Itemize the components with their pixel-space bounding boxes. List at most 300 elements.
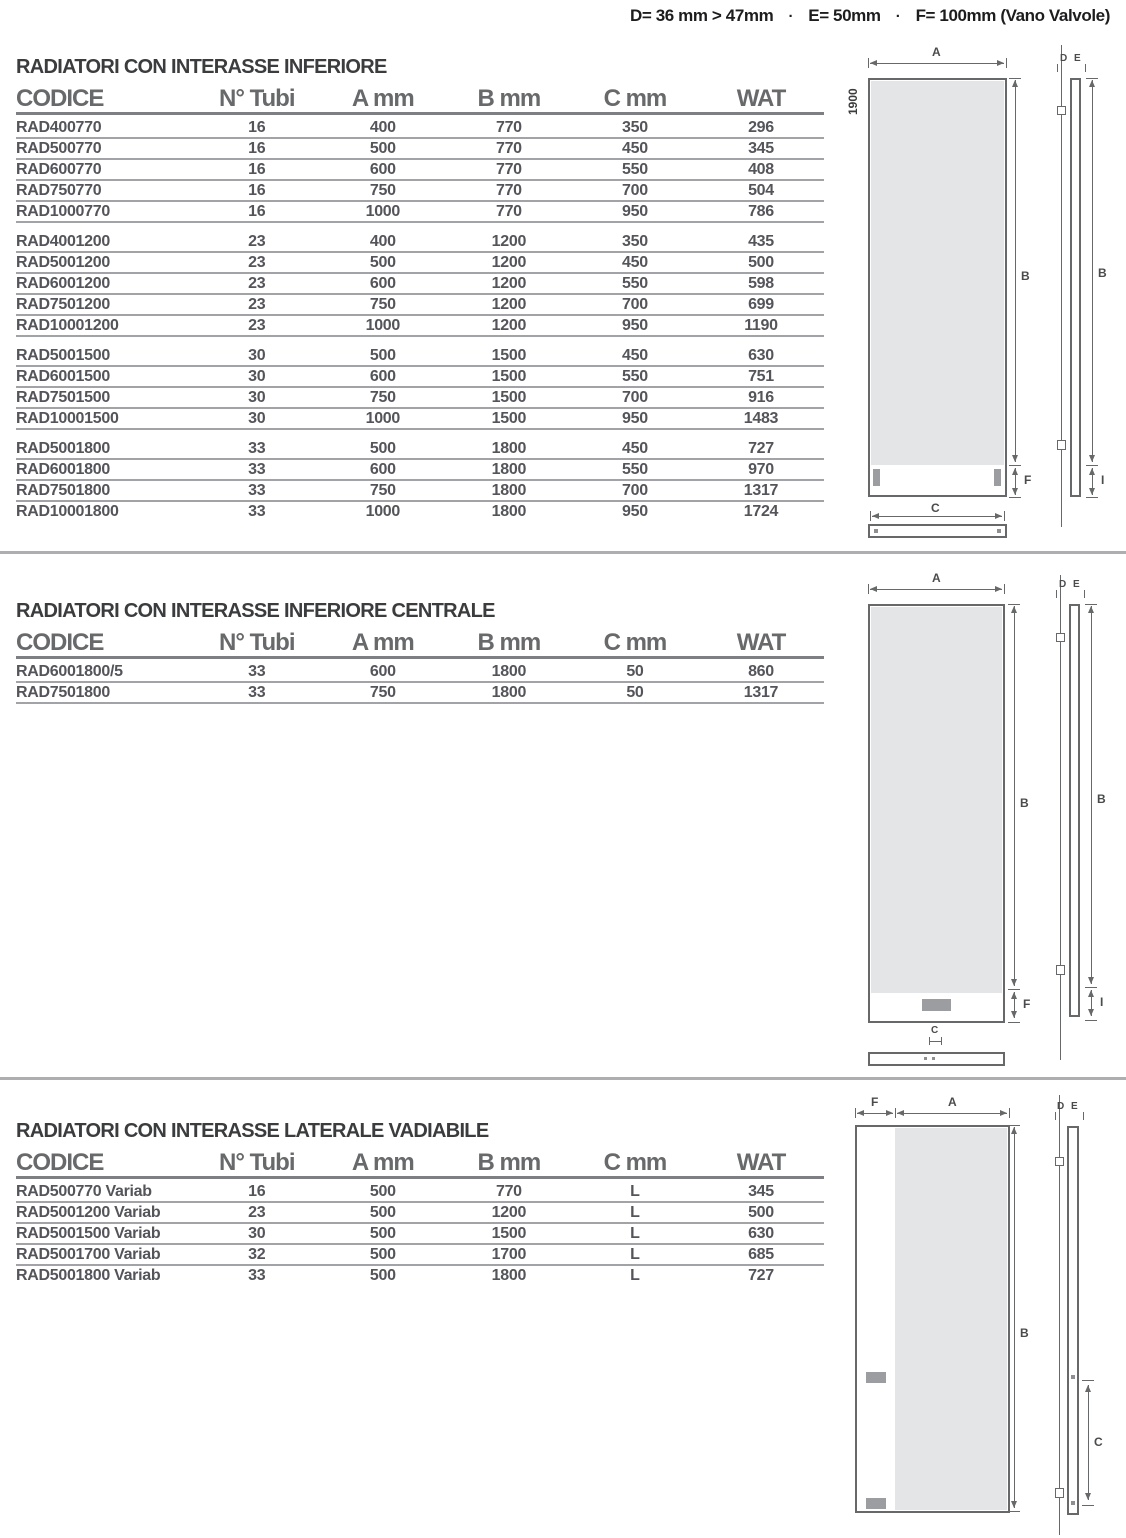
code-cell: RAD400770 <box>16 119 102 136</box>
value-cell: 600 <box>369 461 396 478</box>
value-cell: 1000 <box>365 503 401 520</box>
value-cell: 770 <box>495 203 522 220</box>
dim-arrow-b <box>1014 606 1015 986</box>
dim-tick <box>855 1108 856 1118</box>
dim-tick <box>868 584 869 594</box>
value-cell: 408 <box>748 161 774 178</box>
table-row <box>16 662 824 683</box>
column-header: C mm <box>603 85 667 112</box>
value-cell: 1190 <box>744 317 778 334</box>
value-cell: 500 <box>369 1225 396 1242</box>
value-cell: 770 <box>495 161 522 178</box>
value-cell: 23 <box>248 254 266 271</box>
spec-e: E= 50mm <box>808 6 881 25</box>
table-row <box>16 481 824 502</box>
radiator-side-outline <box>1070 78 1081 497</box>
dim-label-f: F <box>871 1095 879 1109</box>
value-cell: 16 <box>248 140 266 157</box>
dim-tick <box>1006 58 1007 68</box>
code-cell: RAD6001500 <box>16 368 110 385</box>
dim-tick <box>1009 1108 1010 1118</box>
value-cell: 33 <box>248 503 266 520</box>
connection-dot-right <box>932 1057 935 1060</box>
value-cell: 727 <box>748 440 774 457</box>
value-cell: 700 <box>622 389 648 406</box>
section-title: RADIATORI CON INTERASSE INFERIORE CENTRALE <box>16 600 495 622</box>
value-cell: 500 <box>369 140 396 157</box>
value-cell: 700 <box>622 182 648 199</box>
value-cell: 400 <box>369 233 396 250</box>
wall-line <box>1060 575 1061 1060</box>
dim-tick <box>1085 1020 1097 1021</box>
column-header: B mm <box>477 85 541 112</box>
dim-label-b: B <box>1020 1326 1029 1340</box>
value-cell: 1500 <box>491 410 527 427</box>
value-cell: 500 <box>369 347 396 364</box>
table-interasse-inferiore <box>16 56 824 521</box>
dim-arrow-a <box>870 63 1004 64</box>
dim-label-i: I <box>1101 473 1105 487</box>
dim-label-d: D <box>1059 579 1067 590</box>
table-row <box>16 253 824 274</box>
value-cell: 1800 <box>491 440 527 457</box>
radiator-diagram-inferiore-centrale <box>850 571 1126 1075</box>
dim-label-a: A <box>932 571 941 585</box>
dim-label-1900: 1900 <box>846 88 860 115</box>
value-cell: 751 <box>748 368 774 385</box>
table-row <box>16 683 824 704</box>
value-cell: L <box>630 1267 640 1284</box>
spec-header <box>630 6 1110 26</box>
dim-label-b: B <box>1021 269 1030 283</box>
value-cell: 598 <box>748 275 774 292</box>
table-row <box>16 118 824 139</box>
value-cell: 500 <box>748 1204 774 1221</box>
dim-label-a: A <box>948 1095 957 1109</box>
value-cell: 550 <box>622 461 648 478</box>
value-cell: 1000 <box>365 203 401 220</box>
dim-arrow-c <box>872 516 1002 517</box>
value-cell: 504 <box>748 182 774 199</box>
value-cell: L <box>630 1183 640 1200</box>
value-cell: 1500 <box>491 1225 527 1242</box>
table-row <box>16 202 824 223</box>
code-cell: RAD6001800 <box>16 461 110 478</box>
value-cell: 1800 <box>491 503 527 520</box>
value-cell: 32 <box>248 1246 266 1263</box>
code-cell: RAD5001200 Variab <box>16 1204 161 1221</box>
value-cell: 727 <box>748 1267 774 1284</box>
dim-tick <box>1009 497 1021 498</box>
table-row <box>16 316 824 337</box>
value-cell: 1500 <box>491 347 527 364</box>
dim-tick <box>1084 590 1085 598</box>
table-group <box>16 439 824 521</box>
dim-arrow-f <box>857 1113 893 1114</box>
table-row <box>16 1182 824 1203</box>
wall-line <box>1061 45 1062 527</box>
value-cell: 860 <box>748 663 774 680</box>
wall-bracket-bottom <box>1057 440 1066 450</box>
value-cell: 450 <box>622 347 648 364</box>
table-row <box>16 460 824 481</box>
radiator-side-outline <box>1069 604 1080 1017</box>
valve-tab-central <box>922 999 951 1011</box>
valve-tab-lower <box>866 1498 886 1509</box>
dim-tick <box>1085 64 1086 72</box>
column-header: WAT <box>736 629 786 656</box>
value-cell: 1483 <box>743 410 779 427</box>
spec-separator: · <box>788 8 794 25</box>
value-cell: 50 <box>626 663 644 680</box>
code-cell: RAD4001200 <box>16 233 110 250</box>
dim-tick <box>1009 78 1021 79</box>
dim-tick <box>1008 1125 1020 1126</box>
dim-tick <box>870 511 871 521</box>
code-cell: RAD5001800 <box>16 440 110 457</box>
table-header-row <box>16 79 824 115</box>
value-cell: 500 <box>369 440 396 457</box>
value-cell: 1200 <box>491 233 527 250</box>
dim-label-d: D <box>1060 53 1068 64</box>
code-cell: RAD7501200 <box>16 296 110 313</box>
column-header: N° Tubi <box>219 85 295 112</box>
value-cell: 950 <box>622 410 648 427</box>
dim-arrow-a <box>897 1113 1007 1114</box>
dim-tick <box>1082 1380 1094 1381</box>
value-cell: 550 <box>622 368 648 385</box>
dim-tick <box>941 1037 942 1045</box>
table-row <box>16 232 824 253</box>
code-cell: RAD1000770 <box>16 203 110 220</box>
wall-bracket-top <box>1056 633 1065 642</box>
connection-dot-left <box>874 529 878 533</box>
table-row <box>16 439 824 460</box>
dim-label-e: E <box>1074 53 1081 64</box>
value-cell: 345 <box>748 140 774 157</box>
spec-f: F= 100mm (Vano Valvole) <box>915 6 1110 25</box>
value-cell: 435 <box>748 233 774 250</box>
table-group <box>16 346 824 430</box>
value-cell: 1200 <box>491 1204 527 1221</box>
value-cell: 16 <box>248 203 266 220</box>
dim-label-c: C <box>931 501 940 515</box>
value-cell: 750 <box>369 482 396 499</box>
value-cell: 450 <box>622 140 648 157</box>
section-title: RADIATORI CON INTERASSE LATERALE VADIABILE <box>16 1120 489 1142</box>
value-cell: 1800 <box>491 461 527 478</box>
code-cell: RAD5001700 Variab <box>16 1246 161 1263</box>
radiator-panel <box>895 1128 1007 1510</box>
table-row <box>16 160 824 181</box>
code-cell: RAD5001800 Variab <box>16 1267 161 1284</box>
wall-bracket-bottom <box>1055 1488 1064 1498</box>
table-row <box>16 409 824 430</box>
dim-label-b: B <box>1097 792 1106 806</box>
value-cell: L <box>630 1246 640 1263</box>
value-cell: 630 <box>748 347 774 364</box>
code-cell: RAD5001500 <box>16 347 110 364</box>
column-header: CODICE <box>16 1149 104 1176</box>
value-cell: L <box>630 1204 640 1221</box>
dim-arrow-b <box>1015 80 1016 462</box>
dim-arrow-a <box>870 589 1002 590</box>
value-cell: 950 <box>622 503 648 520</box>
table-header-row <box>16 1143 824 1179</box>
value-cell: 1800 <box>491 684 527 701</box>
radiator-diagram-inferiore <box>830 45 1126 550</box>
column-header: N° Tubi <box>219 1149 295 1176</box>
spec-separator: · <box>895 8 901 25</box>
dim-tick <box>1086 497 1098 498</box>
value-cell: 970 <box>748 461 774 478</box>
value-cell: 450 <box>622 440 648 457</box>
value-cell: 550 <box>622 161 648 178</box>
dim-tick <box>1009 465 1021 466</box>
value-cell: 50 <box>626 684 644 701</box>
value-cell: 350 <box>622 119 648 136</box>
value-cell: 550 <box>622 275 648 292</box>
value-cell: 600 <box>369 275 396 292</box>
value-cell: 770 <box>495 182 522 199</box>
value-cell: 500 <box>369 1204 396 1221</box>
column-header: A mm <box>351 1149 414 1176</box>
value-cell: 770 <box>495 1183 522 1200</box>
column-header: B mm <box>477 1149 541 1176</box>
dim-label-f: F <box>1024 473 1032 487</box>
column-header: C mm <box>603 629 667 656</box>
code-cell: RAD7501800 <box>16 482 110 499</box>
wall-bracket-top <box>1057 106 1066 115</box>
value-cell: 33 <box>248 1267 266 1284</box>
value-cell: 30 <box>248 1225 266 1242</box>
table-row <box>16 295 824 316</box>
column-header: A mm <box>351 85 414 112</box>
code-cell: RAD10001800 <box>16 503 119 520</box>
valve-tab-right <box>994 469 1001 486</box>
value-cell: 700 <box>622 296 648 313</box>
table-group <box>16 662 824 704</box>
dim-tick <box>1086 465 1098 466</box>
wall-bracket-top <box>1055 1157 1064 1166</box>
value-cell: 500 <box>369 1246 396 1263</box>
value-cell: 30 <box>248 389 266 406</box>
radiator-side-outline <box>1067 1126 1079 1515</box>
table-row <box>16 1224 824 1245</box>
dim-tick <box>1008 604 1020 605</box>
value-cell: 500 <box>369 254 396 271</box>
value-cell: 950 <box>622 317 648 334</box>
value-cell: 1200 <box>491 254 527 271</box>
dim-label-a: A <box>932 45 941 59</box>
value-cell: 685 <box>748 1246 774 1263</box>
value-cell: 450 <box>622 254 648 271</box>
code-cell: RAD6001800/5 <box>16 663 123 680</box>
value-cell: 400 <box>369 119 396 136</box>
dim-arrow-b-side <box>1091 606 1092 984</box>
dim-label-d: D <box>1057 1101 1065 1112</box>
value-cell: 350 <box>622 233 648 250</box>
table-row <box>16 502 824 521</box>
dim-tick <box>1082 1505 1094 1506</box>
radiator-diagram-laterale-variabile <box>850 1095 1126 1538</box>
value-cell: L <box>630 1225 640 1242</box>
table-interasse-inferiore-centrale <box>16 600 824 704</box>
value-cell: 500 <box>369 1267 396 1284</box>
value-cell: 345 <box>748 1183 774 1200</box>
dim-arrow-b <box>1014 1127 1015 1508</box>
wall-bracket-bottom <box>1056 965 1065 975</box>
bottom-view-bar <box>868 1052 1005 1066</box>
table-row <box>16 1245 824 1266</box>
value-cell: 16 <box>248 119 266 136</box>
table-group <box>16 118 824 223</box>
dim-label-b: B <box>1020 796 1029 810</box>
radiator-panel <box>871 81 1004 465</box>
value-cell: 1317 <box>743 684 779 701</box>
section-divider <box>0 551 1126 554</box>
valve-tab-left <box>873 469 880 486</box>
value-cell: 770 <box>495 140 522 157</box>
dim-arrow-c <box>1088 1385 1089 1500</box>
value-cell: 750 <box>369 296 396 313</box>
table-row <box>16 346 824 367</box>
dim-tick <box>1055 1112 1056 1120</box>
dim-tick <box>1086 78 1098 79</box>
code-cell: RAD7501800 <box>16 684 110 701</box>
value-cell: 1000 <box>365 317 401 334</box>
value-cell: 1000 <box>365 410 401 427</box>
dim-arrow-b-side <box>1092 80 1093 462</box>
dim-tick <box>1056 590 1057 598</box>
dim-tick <box>1085 987 1097 988</box>
code-cell: RAD500770 <box>16 140 102 157</box>
value-cell: 16 <box>248 182 266 199</box>
column-header: N° Tubi <box>219 629 295 656</box>
value-cell: 1500 <box>491 389 527 406</box>
dim-tick <box>1008 989 1020 990</box>
value-cell: 750 <box>369 684 396 701</box>
value-cell: 600 <box>369 368 396 385</box>
dim-label-e: E <box>1073 579 1080 590</box>
dim-arrow-i <box>1092 468 1093 495</box>
dim-label-i: I <box>1100 995 1104 1009</box>
column-header: WAT <box>736 85 786 112</box>
table-row <box>16 181 824 202</box>
value-cell: 23 <box>248 275 266 292</box>
spec-d: D= 36 mm > 47mm <box>630 6 774 25</box>
value-cell: 33 <box>248 684 266 701</box>
dim-tick <box>868 58 869 68</box>
code-cell: RAD600770 <box>16 161 102 178</box>
connection-dot-lower <box>1071 1501 1075 1505</box>
value-cell: 33 <box>248 663 266 680</box>
code-cell: RAD7501500 <box>16 389 110 406</box>
dim-tick <box>1083 1112 1084 1120</box>
value-cell: 16 <box>248 1183 266 1200</box>
value-cell: 600 <box>369 663 396 680</box>
dim-arrow-i <box>1091 990 1092 1016</box>
dim-label-f: F <box>1023 997 1031 1011</box>
dim-tick <box>1004 584 1005 594</box>
value-cell: 916 <box>748 389 774 406</box>
value-cell: 1200 <box>491 275 527 292</box>
value-cell: 700 <box>622 482 648 499</box>
code-cell: RAD10001500 <box>16 410 119 427</box>
value-cell: 1800 <box>491 1267 527 1284</box>
value-cell: 23 <box>248 296 266 313</box>
value-cell: 23 <box>248 317 266 334</box>
dim-tick <box>1008 1022 1020 1023</box>
value-cell: 33 <box>248 440 266 457</box>
dim-label-c: C <box>1094 1435 1103 1449</box>
dim-label-c: C <box>931 1025 939 1036</box>
table-interasse-laterale-variabile <box>16 1120 824 1285</box>
dim-line-c <box>929 1041 941 1042</box>
table-row <box>16 388 824 409</box>
value-cell: 1500 <box>491 368 527 385</box>
dim-label-b: B <box>1098 266 1107 280</box>
value-cell: 1700 <box>491 1246 527 1263</box>
code-cell: RAD750770 <box>16 182 102 199</box>
bottom-view-bar <box>868 524 1007 538</box>
value-cell: 16 <box>248 161 266 178</box>
value-cell: 500 <box>369 1183 396 1200</box>
column-header: CODICE <box>16 629 104 656</box>
value-cell: 33 <box>248 461 266 478</box>
connection-dot-left <box>924 1057 927 1060</box>
column-header: A mm <box>351 629 414 656</box>
dim-tick <box>1004 511 1005 521</box>
value-cell: 30 <box>248 347 266 364</box>
value-cell: 30 <box>248 368 266 385</box>
radiator-panel <box>871 607 1002 993</box>
value-cell: 30 <box>248 410 266 427</box>
code-cell: RAD10001200 <box>16 317 119 334</box>
code-cell: RAD500770 Variab <box>16 1183 152 1200</box>
dim-tick <box>1085 604 1097 605</box>
value-cell: 950 <box>622 203 648 220</box>
value-cell: 770 <box>495 119 522 136</box>
table-row <box>16 1203 824 1224</box>
column-header: B mm <box>477 629 541 656</box>
value-cell: 600 <box>369 161 396 178</box>
value-cell: 33 <box>248 482 266 499</box>
value-cell: 750 <box>369 182 396 199</box>
table-group <box>16 232 824 337</box>
table-row <box>16 1266 824 1285</box>
dim-tick <box>1008 1511 1020 1512</box>
value-cell: 23 <box>248 233 266 250</box>
value-cell: 500 <box>748 254 774 271</box>
valve-tab-upper <box>866 1372 886 1383</box>
dim-arrow-f <box>1014 992 1015 1018</box>
table-row <box>16 274 824 295</box>
value-cell: 786 <box>748 203 774 220</box>
value-cell: 750 <box>369 389 396 406</box>
code-cell: RAD5001200 <box>16 254 110 271</box>
column-header: C mm <box>603 1149 667 1176</box>
code-cell: RAD6001200 <box>16 275 110 292</box>
value-cell: 1200 <box>491 296 527 313</box>
dim-tick <box>1057 64 1058 72</box>
value-cell: 1317 <box>743 482 779 499</box>
code-cell: RAD5001500 Variab <box>16 1225 161 1242</box>
section-title: RADIATORI CON INTERASSE INFERIORE <box>16 56 387 78</box>
column-header: WAT <box>736 1149 786 1176</box>
dim-arrow-f <box>1015 468 1016 495</box>
value-cell: 1800 <box>491 663 527 680</box>
